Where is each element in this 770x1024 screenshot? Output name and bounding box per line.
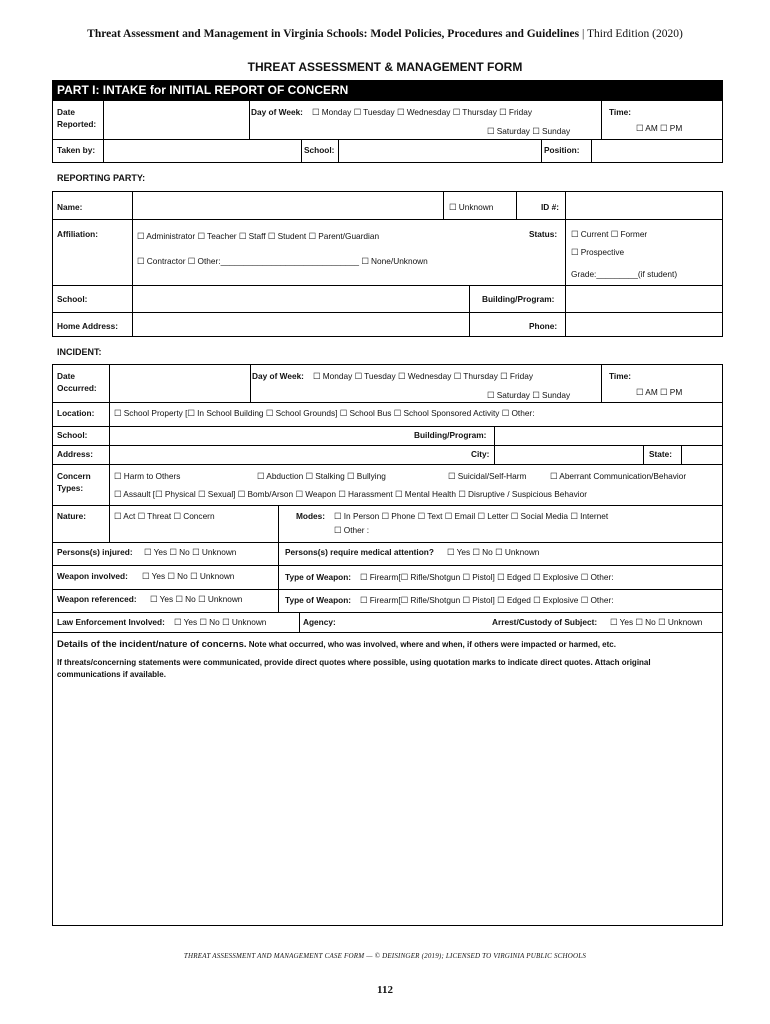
taken-by-label: Taken by:: [57, 145, 96, 155]
modes-label: Modes:: [296, 511, 326, 521]
type-of-weapon-label: Type of Weapon:: [285, 572, 352, 582]
status-options-1[interactable]: ☐ Current ☐ Former: [571, 229, 648, 239]
details-heading-bold: Details of the incident/nature of concerns.: [57, 639, 247, 650]
details-textarea[interactable]: [53, 683, 722, 923]
incident-weekend-checkboxes[interactable]: ☐ Saturday ☐ Sunday: [487, 390, 571, 400]
footer-copyright: THREAT ASSESSMENT AND MANAGEMENT CASE FORM — © DEISINGER (2019); LICENSED TO VIRGINIA PUBLIC SCHOOLS: [183, 952, 587, 960]
affiliation-options-1[interactable]: ☐ Administrator ☐ Teacher ☐ Staff ☐ Student ☐ Parent/Guardian: [137, 231, 380, 241]
document-header-edition: | Third Edition (2020): [579, 28, 683, 40]
weapon-referenced-checkboxes[interactable]: ☐ Yes ☐ No ☐ Unknown: [150, 594, 243, 604]
concern-abduction-checkboxes[interactable]: ☐ Abduction ☐ Stalking ☐ Bullying: [257, 471, 386, 481]
part1-band: PART I: INTAKE for INITIAL REPORT OF CONCERN: [52, 80, 723, 100]
medical-attention-label: Persons(s) require medical attention?: [285, 547, 434, 557]
address-label: Address:: [57, 449, 93, 459]
id-label: ID #:: [541, 202, 559, 212]
city-label: City:: [471, 449, 490, 459]
modes-other-checkbox[interactable]: ☐ Other :: [334, 525, 370, 535]
part1-box: [52, 100, 723, 163]
type-of-weapon-checkboxes-2[interactable]: ☐ Firearm[☐ Rifle/Shotgun ☐ Pistol] ☐ Edged ☐ Explosive ☐ Other:: [360, 595, 614, 605]
position-label: Position:: [544, 145, 580, 155]
incident-day-of-week-label: Day of Week:: [252, 371, 304, 381]
type-of-weapon-checkboxes[interactable]: ☐ Firearm[☐ Rifle/Shotgun ☐ Pistol] ☐ Edged ☐ Explosive ☐ Other:: [360, 572, 614, 582]
document-header-title: Threat Assessment and Management in Virginia Schools: Model Policies, Procedures and Guidelines: [87, 28, 580, 40]
affiliation-options-2[interactable]: ☐ Contractor ☐ Other:______________________________ ☐ None/Unknown: [137, 256, 428, 266]
name-label: Name:: [57, 202, 83, 212]
weapon-involved-checkboxes[interactable]: ☐ Yes ☐ No ☐ Unknown: [142, 571, 235, 581]
reporting-box: [52, 191, 723, 337]
incident-day-checkboxes[interactable]: ☐ Monday ☐ Tuesday ☐ Wednesday ☐ Thursday ☐ Friday: [313, 371, 533, 381]
status-label: Status:: [529, 229, 558, 239]
details-heading: [57, 639, 616, 650]
concern-harm-checkbox[interactable]: ☐ Harm to Others: [114, 471, 181, 481]
incident-title: INCIDENT:: [57, 347, 102, 357]
details-heading-note: Note what occurred, who was involved, where and when, if others were impacted or harmed, etc.: [246, 640, 616, 649]
nature-checkboxes[interactable]: ☐ Act ☐ Threat ☐ Concern: [114, 511, 215, 521]
weekend-checkboxes[interactable]: ☐ Saturday ☐ Sunday: [487, 126, 571, 136]
date-occurred-label: Date: [57, 371, 75, 381]
arrest-custody-checkboxes[interactable]: ☐ Yes ☐ No ☐ Unknown: [610, 617, 703, 627]
day-checkboxes[interactable]: ☐ Monday ☐ Tuesday ☐ Wednesday ☐ Thursday ☐ Friday: [312, 107, 532, 117]
concern-aberrant-checkbox[interactable]: ☐ Aberrant Communication/Behavior: [550, 471, 687, 481]
state-label: State:: [649, 449, 673, 459]
grade-field[interactable]: Grade:_________(if student): [571, 269, 678, 279]
incident-building-label: Building/Program:: [414, 430, 487, 440]
concern-suicidal-checkbox[interactable]: ☐ Suicidal/Self-Harm: [448, 471, 527, 481]
incident-time-label: Time:: [609, 371, 631, 381]
day-of-week-label: Day of Week:: [251, 107, 303, 117]
incident-am-pm-checkboxes[interactable]: ☐ AM ☐ PM: [636, 387, 683, 397]
details-instructions-2: communications if available.: [57, 670, 166, 679]
agency-label: Agency:: [303, 617, 336, 627]
weapon-involved-label: Weapon involved:: [57, 571, 128, 581]
location-checkboxes[interactable]: ☐ School Property [☐ In School Building ☐ School Grounds] ☐ School Bus ☐ School Sponsored Activity ☐ Other:: [114, 408, 535, 418]
document-header: [0, 28, 770, 40]
incident-box: [52, 364, 723, 926]
arrest-custody-label: Arrest/Custody of Subject:: [492, 617, 598, 627]
weapon-referenced-label: Weapon referenced:: [57, 594, 137, 604]
law-enforcement-checkboxes[interactable]: ☐ Yes ☐ No ☐ Unknown: [174, 617, 267, 627]
nature-label: Nature:: [57, 511, 87, 521]
modes-checkboxes[interactable]: ☐ In Person ☐ Phone ☐ Text ☐ Email ☐ Letter ☐ Social Media ☐ Internet: [334, 511, 609, 521]
name-unknown-checkbox[interactable]: ☐ Unknown: [449, 202, 494, 212]
law-enforcement-label: Law Enforcement Involved:: [57, 617, 165, 627]
home-address-label: Home Address:: [57, 321, 119, 331]
details-instructions-1: If threats/concerning statements were communicated, provide direct quotes where possible, using quotation marks to indicate direct quotes. Attach original: [57, 658, 651, 667]
form-title: THREAT ASSESSMENT & MANAGEMENT FORM: [247, 60, 523, 74]
date-reported-label-2: Reported:: [57, 119, 97, 129]
injured-checkboxes[interactable]: ☐ Yes ☐ No ☐ Unknown: [144, 547, 237, 557]
affiliation-label: Affiliation:: [57, 229, 99, 239]
date-occurred-label-2: Occurred:: [57, 383, 97, 393]
rp-building-label: Building/Program:: [482, 294, 555, 304]
location-label: Location:: [57, 408, 95, 418]
concern-types-label-2: Types:: [57, 483, 84, 493]
am-pm-checkboxes[interactable]: ☐ AM ☐ PM: [636, 123, 683, 133]
incident-school-label: School:: [57, 430, 88, 440]
time-label: Time:: [609, 107, 631, 117]
page-number: 112: [377, 984, 393, 996]
rp-school-label: School:: [57, 294, 88, 304]
status-options-2[interactable]: ☐ Prospective: [571, 247, 625, 257]
concern-types-label: Concern: [57, 471, 91, 481]
phone-label: Phone:: [529, 321, 558, 331]
reporting-party-title: REPORTING PARTY:: [57, 173, 146, 183]
concern-types-line-2[interactable]: ☐ Assault [☐ Physical ☐ Sexual] ☐ Bomb/Arson ☐ Weapon ☐ Harassment ☐ Mental Health ☐ Disruptive / Suspicious Behavior: [114, 489, 588, 499]
type-of-weapon-label-2: Type of Weapon:: [285, 595, 352, 605]
injured-label: Persons(s) injured:: [57, 547, 133, 557]
medical-attention-checkboxes[interactable]: ☐ Yes ☐ No ☐ Unknown: [447, 547, 540, 557]
date-reported-label: Date: [57, 107, 75, 117]
school-label: School:: [304, 145, 335, 155]
